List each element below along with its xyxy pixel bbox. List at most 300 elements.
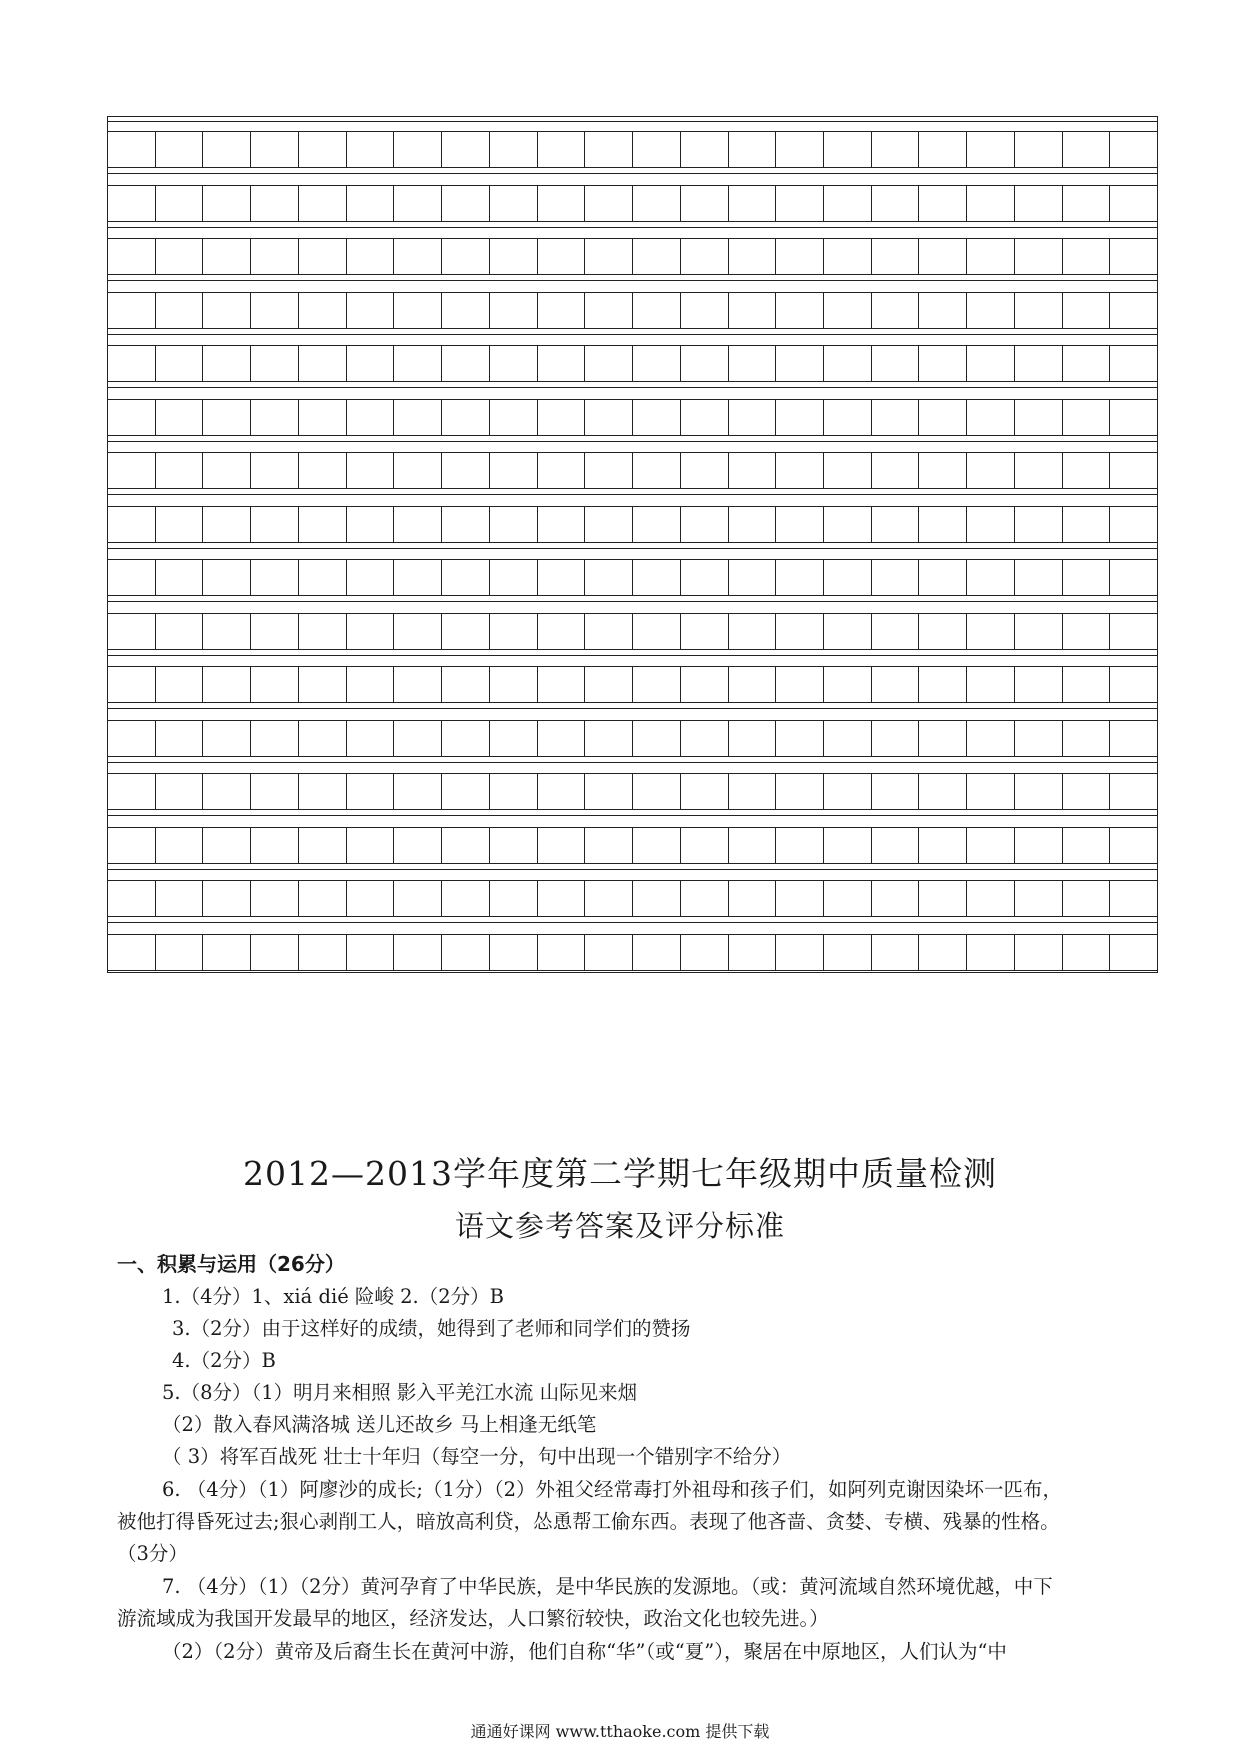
grid-cell — [490, 400, 538, 435]
grid-cell — [776, 186, 824, 221]
grid-cell — [872, 400, 920, 435]
grid-row — [108, 238, 1157, 275]
grid-row — [108, 880, 1157, 917]
grid-cell — [538, 239, 586, 274]
grid-cell — [347, 935, 395, 970]
grid-cell — [1063, 239, 1111, 274]
grid-cell — [442, 239, 490, 274]
grid-cell — [729, 132, 777, 167]
grid-cell — [633, 614, 681, 649]
grid-cell — [967, 721, 1015, 756]
grid-cell — [108, 828, 156, 863]
grid-cell — [729, 453, 777, 488]
grid-cell — [108, 132, 156, 167]
grid-cell — [585, 293, 633, 328]
grid-row — [108, 559, 1157, 596]
grid-cell — [633, 721, 681, 756]
grid-cell — [490, 828, 538, 863]
grid-cell — [1110, 293, 1157, 328]
answer-line: （2）（2分）黄帝及后裔生长在黄河中游，他们自称“华”（或“夏”），聚居在中原地区，人们认为“中 — [162, 1640, 1007, 1663]
grid-cell — [156, 935, 204, 970]
answer-line: 4.（2分）B — [172, 1349, 276, 1372]
grid-cell — [299, 453, 347, 488]
grid-cell — [251, 186, 299, 221]
grid-cell — [299, 132, 347, 167]
grid-cell — [203, 881, 251, 916]
grid-cell — [156, 132, 204, 167]
grid-cell — [1063, 881, 1111, 916]
grid-cell — [824, 667, 872, 702]
grid-cell — [872, 614, 920, 649]
grid-cell — [299, 935, 347, 970]
grid-cell — [490, 132, 538, 167]
answer-line: 被他打得昏死过去;狠心剥削工人，暗放高利贷，怂恿帮工偷东西。表现了他吝啬、贪婪、专横、残暴的性格。 — [117, 1510, 1060, 1533]
grid-cell — [347, 828, 395, 863]
grid-cell — [490, 667, 538, 702]
grid-cell — [681, 721, 729, 756]
grid-separator — [108, 762, 1157, 763]
grid-cell — [729, 560, 777, 595]
grid-cell — [585, 132, 633, 167]
grid-cell — [681, 881, 729, 916]
exam-title: 2012—2013学年度第二学期七年级期中质量检测 — [243, 1154, 997, 1193]
answer-line: （3分） — [117, 1542, 188, 1565]
grid-cell — [156, 507, 204, 542]
grid-cell — [347, 453, 395, 488]
grid-cell — [203, 453, 251, 488]
grid-cell — [967, 667, 1015, 702]
grid-cell — [824, 881, 872, 916]
grid-cell — [203, 560, 251, 595]
grid-row — [108, 131, 1157, 168]
grid-row — [108, 934, 1157, 971]
grid-cell — [633, 293, 681, 328]
grid-cell — [538, 774, 586, 809]
grid-cell — [919, 560, 967, 595]
grid-cell — [633, 239, 681, 274]
grid-cell — [872, 346, 920, 381]
grid-cell — [824, 828, 872, 863]
grid-cell — [538, 881, 586, 916]
grid-cell — [538, 828, 586, 863]
grid-cell — [1110, 667, 1157, 702]
grid-cell — [538, 721, 586, 756]
grid-cell — [203, 346, 251, 381]
grid-cell — [203, 239, 251, 274]
grid-cell — [633, 507, 681, 542]
grid-cell — [251, 774, 299, 809]
grid-cell — [347, 239, 395, 274]
grid-cell — [538, 346, 586, 381]
grid-cell — [394, 935, 442, 970]
grid-cell — [490, 186, 538, 221]
grid-cell — [156, 346, 204, 381]
grid-cell — [347, 614, 395, 649]
grid-cell — [394, 132, 442, 167]
grid-cell — [299, 667, 347, 702]
grid-cell — [872, 667, 920, 702]
grid-cell — [633, 132, 681, 167]
grid-cell — [442, 346, 490, 381]
footer-watermark: 通通好课网 www.tthaoke.com 提供下载 — [470, 1722, 770, 1741]
grid-cell — [967, 774, 1015, 809]
grid-cell — [1063, 346, 1111, 381]
grid-row — [108, 773, 1157, 810]
grid-cell — [394, 721, 442, 756]
grid-cell — [872, 453, 920, 488]
grid-cell — [251, 507, 299, 542]
answer-line: （ 3）将军百战死 壮士十年归（每空一分，句中出现一个错别字不给分） — [162, 1445, 792, 1468]
grid-cell — [1110, 828, 1157, 863]
grid-cell — [585, 560, 633, 595]
grid-cell — [442, 721, 490, 756]
grid-cell — [1015, 721, 1063, 756]
grid-cell — [251, 881, 299, 916]
grid-cell — [776, 293, 824, 328]
grid-cell — [251, 239, 299, 274]
grid-cell — [585, 828, 633, 863]
grid-cell — [442, 935, 490, 970]
grid-cell — [1110, 453, 1157, 488]
grid-cell — [633, 560, 681, 595]
grid-cell — [872, 560, 920, 595]
grid-row — [108, 506, 1157, 543]
grid-cell — [394, 293, 442, 328]
grid-cell — [394, 560, 442, 595]
grid-cell — [824, 507, 872, 542]
grid-cell — [967, 293, 1015, 328]
grid-cell — [1110, 400, 1157, 435]
grid-cell — [156, 828, 204, 863]
grid-cell — [442, 774, 490, 809]
grid-cell — [681, 400, 729, 435]
grid-cell — [681, 507, 729, 542]
grid-cell — [729, 400, 777, 435]
grid-cell — [394, 400, 442, 435]
grid-cell — [681, 186, 729, 221]
grid-cell — [108, 400, 156, 435]
grid-cell — [203, 132, 251, 167]
grid-cell — [824, 346, 872, 381]
grid-cell — [251, 400, 299, 435]
grid-separator — [108, 280, 1157, 281]
grid-cell — [776, 400, 824, 435]
grid-cell — [824, 560, 872, 595]
grid-cell — [108, 881, 156, 916]
grid-cell — [1015, 239, 1063, 274]
grid-row — [108, 452, 1157, 489]
grid-cell — [1015, 828, 1063, 863]
grid-cell — [967, 828, 1015, 863]
grid-cell — [394, 774, 442, 809]
grid-cell — [442, 453, 490, 488]
grid-cell — [1015, 774, 1063, 809]
grid-cell — [824, 400, 872, 435]
grid-cell — [776, 614, 824, 649]
grid-cell — [108, 507, 156, 542]
grid-cell — [347, 293, 395, 328]
grid-cell — [108, 614, 156, 649]
grid-cell — [538, 507, 586, 542]
grid-cell — [872, 239, 920, 274]
grid-cell — [1110, 614, 1157, 649]
grid-cell — [729, 346, 777, 381]
grid-cell — [967, 881, 1015, 916]
grid-cell — [919, 346, 967, 381]
grid-cell — [347, 560, 395, 595]
grid-cell — [919, 507, 967, 542]
grid-cell — [1063, 614, 1111, 649]
grid-cell — [681, 774, 729, 809]
grid-cell — [967, 132, 1015, 167]
grid-cell — [1063, 453, 1111, 488]
grid-cell — [347, 400, 395, 435]
grid-cell — [1063, 721, 1111, 756]
grid-cell — [1110, 774, 1157, 809]
grid-cell — [967, 935, 1015, 970]
grid-cell — [108, 186, 156, 221]
grid-cell — [299, 507, 347, 542]
grid-cell — [394, 881, 442, 916]
grid-cell — [967, 186, 1015, 221]
grid-cell — [1015, 935, 1063, 970]
composition-grid — [107, 116, 1158, 973]
grid-cell — [681, 828, 729, 863]
grid-cell — [490, 239, 538, 274]
grid-cell — [776, 828, 824, 863]
grid-cell — [490, 881, 538, 916]
grid-separator — [108, 548, 1157, 549]
grid-cell — [633, 667, 681, 702]
grid-cell — [442, 560, 490, 595]
grid-cell — [251, 560, 299, 595]
grid-cell — [776, 881, 824, 916]
grid-cell — [538, 186, 586, 221]
grid-cell — [490, 507, 538, 542]
grid-cell — [251, 721, 299, 756]
grid-cell — [585, 667, 633, 702]
grid-cell — [919, 186, 967, 221]
grid-cell — [633, 828, 681, 863]
grid-cell — [872, 293, 920, 328]
grid-cell — [442, 186, 490, 221]
answer-line: 7. （4分）（1）（2分）黄河孕育了中华民族，是中华民族的发源地。（或：黄河流域自然环境优越，中下 — [162, 1575, 1053, 1598]
grid-cell — [585, 507, 633, 542]
grid-cell — [347, 132, 395, 167]
grid-cell — [347, 881, 395, 916]
grid-cell — [394, 828, 442, 863]
grid-cell — [108, 453, 156, 488]
grid-cell — [108, 935, 156, 970]
grid-cell — [442, 614, 490, 649]
grid-cell — [1015, 186, 1063, 221]
grid-cell — [394, 239, 442, 274]
grid-cell — [299, 774, 347, 809]
grid-cell — [633, 186, 681, 221]
grid-cell — [538, 453, 586, 488]
grid-cell — [1015, 453, 1063, 488]
grid-cell — [919, 774, 967, 809]
grid-cell — [108, 721, 156, 756]
grid-cell — [156, 239, 204, 274]
grid-separator — [108, 334, 1157, 335]
answer-line: 3.（2分）由于这样好的成绩，她得到了老师和同学们的赞扬 — [172, 1317, 691, 1340]
grid-cell — [729, 935, 777, 970]
grid-cell — [538, 614, 586, 649]
grid-cell — [776, 507, 824, 542]
grid-cell — [156, 186, 204, 221]
grid-cell — [824, 774, 872, 809]
answer-key-subtitle: 语文参考答案及评分标准 — [454, 1209, 785, 1243]
grid-cell — [251, 346, 299, 381]
grid-cell — [442, 828, 490, 863]
grid-separator — [108, 441, 1157, 442]
grid-cell — [967, 239, 1015, 274]
grid-cell — [1015, 560, 1063, 595]
grid-cell — [442, 132, 490, 167]
grid-cell — [203, 774, 251, 809]
grid-separator — [108, 815, 1157, 816]
grid-separator — [108, 708, 1157, 709]
grid-cell — [681, 560, 729, 595]
grid-cell — [824, 935, 872, 970]
grid-cell — [729, 614, 777, 649]
grid-cell — [156, 293, 204, 328]
grid-row — [108, 613, 1157, 650]
grid-cell — [824, 721, 872, 756]
grid-cell — [824, 293, 872, 328]
grid-cell — [1063, 507, 1111, 542]
grid-cell — [872, 721, 920, 756]
grid-separator — [108, 387, 1157, 388]
grid-cell — [156, 774, 204, 809]
grid-cell — [490, 935, 538, 970]
grid-cell — [633, 400, 681, 435]
grid-cell — [872, 881, 920, 916]
grid-cell — [156, 667, 204, 702]
grid-cell — [824, 453, 872, 488]
grid-row — [108, 720, 1157, 757]
grid-cell — [824, 132, 872, 167]
grid-cell — [108, 667, 156, 702]
grid-cell — [442, 507, 490, 542]
grid-cell — [203, 293, 251, 328]
grid-cell — [203, 400, 251, 435]
section-heading: 一、积累与运用（26分） — [117, 1252, 345, 1276]
grid-cell — [1063, 293, 1111, 328]
grid-cell — [299, 400, 347, 435]
grid-cell — [681, 293, 729, 328]
grid-cell — [776, 774, 824, 809]
grid-cell — [729, 774, 777, 809]
grid-cell — [156, 453, 204, 488]
grid-cell — [538, 293, 586, 328]
grid-row — [108, 399, 1157, 436]
grid-cell — [633, 453, 681, 488]
grid-cell — [442, 667, 490, 702]
grid-cell — [824, 186, 872, 221]
grid-cell — [490, 453, 538, 488]
grid-cell — [585, 186, 633, 221]
grid-cell — [203, 186, 251, 221]
grid-cell — [1015, 667, 1063, 702]
grid-cell — [729, 881, 777, 916]
grid-cell — [347, 507, 395, 542]
grid-cell — [299, 560, 347, 595]
grid-cell — [681, 614, 729, 649]
grid-cell — [538, 400, 586, 435]
grid-separator — [108, 655, 1157, 656]
grid-cell — [203, 667, 251, 702]
grid-cell — [299, 186, 347, 221]
grid-cell — [729, 667, 777, 702]
grid-cell — [490, 346, 538, 381]
grid-cell — [203, 828, 251, 863]
grid-cell — [347, 667, 395, 702]
grid-cell — [585, 346, 633, 381]
grid-cell — [538, 667, 586, 702]
grid-cell — [1110, 560, 1157, 595]
grid-cell — [108, 560, 156, 595]
grid-cell — [919, 400, 967, 435]
grid-cell — [108, 239, 156, 274]
grid-cell — [490, 293, 538, 328]
grid-cell — [251, 828, 299, 863]
grid-cell — [1015, 614, 1063, 649]
grid-cell — [919, 667, 967, 702]
grid-cell — [872, 828, 920, 863]
grid-separator — [108, 173, 1157, 174]
grid-cell — [1063, 935, 1111, 970]
grid-cell — [633, 774, 681, 809]
grid-cell — [442, 293, 490, 328]
grid-cell — [967, 453, 1015, 488]
grid-cell — [633, 346, 681, 381]
grid-cell — [394, 614, 442, 649]
grid-cell — [776, 239, 824, 274]
grid-cell — [108, 774, 156, 809]
answer-line: 1.（4分）1、xiá dié 险峻 2.（2分）B — [162, 1285, 504, 1308]
grid-cell — [156, 721, 204, 756]
grid-cell — [776, 453, 824, 488]
grid-row — [108, 345, 1157, 382]
grid-cell — [872, 935, 920, 970]
grid-cell — [1110, 132, 1157, 167]
grid-cell — [729, 239, 777, 274]
grid-cell — [729, 186, 777, 221]
grid-cell — [919, 239, 967, 274]
grid-cell — [1015, 507, 1063, 542]
grid-cell — [538, 132, 586, 167]
grid-cell — [347, 721, 395, 756]
grid-cell — [1110, 346, 1157, 381]
grid-cell — [681, 132, 729, 167]
grid-cell — [538, 935, 586, 970]
grid-cell — [490, 721, 538, 756]
grid-cell — [681, 935, 729, 970]
grid-cell — [299, 346, 347, 381]
grid-cell — [251, 614, 299, 649]
grid-cell — [1063, 400, 1111, 435]
grid-cell — [585, 881, 633, 916]
grid-cell — [490, 560, 538, 595]
grid-cell — [251, 132, 299, 167]
grid-cell — [919, 935, 967, 970]
grid-cell — [1110, 721, 1157, 756]
grid-cell — [776, 721, 824, 756]
grid-cell — [442, 400, 490, 435]
grid-cell — [729, 828, 777, 863]
